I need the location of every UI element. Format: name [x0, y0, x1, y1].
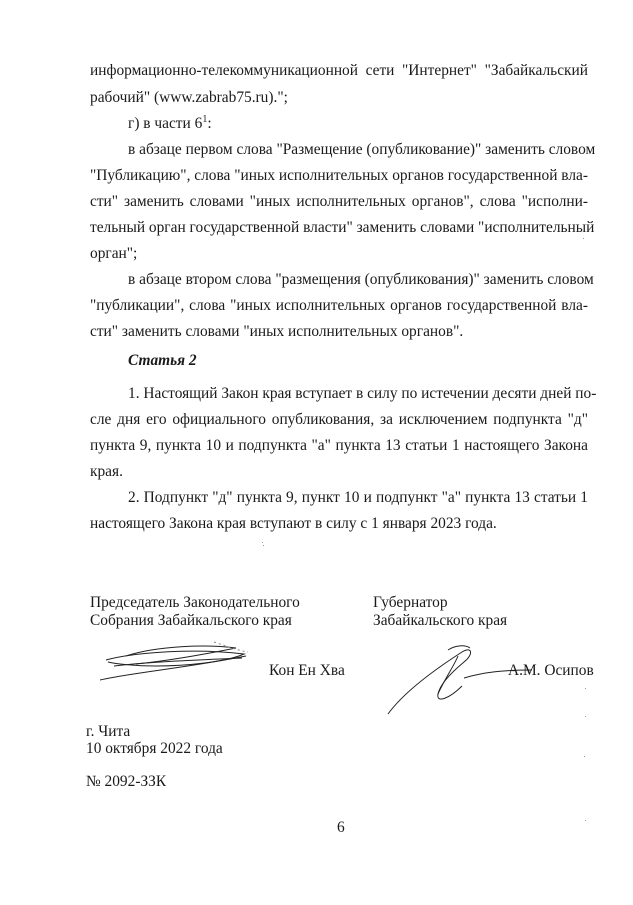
text-line-9: в абзаце втором слова "размещения (опубликования)" заменить словом — [128, 271, 594, 288]
scan-speck — [585, 820, 586, 821]
subpoint-g-superscript: 1 — [202, 113, 208, 125]
article-p2-line-2: настоящего Закона края вступают в силу с 1 января 2023 года. — [90, 515, 497, 532]
text-line-2: рабочий" (www.zabrab75.ru)."; — [90, 89, 288, 106]
left-signatory-title-2: Собрания Забайкальского края — [90, 612, 292, 629]
right-signatory-title-2: Забайкальского края — [373, 612, 508, 629]
right-signatory-name: А.М. Осипов — [508, 662, 594, 679]
text-line-8: орган"; — [90, 245, 138, 262]
text-line-4: в абзаце первом слова "Размещение (опубликование)" заменить словом — [128, 141, 596, 158]
scan-speck — [583, 238, 584, 239]
article-p1-line-3: пункта 9, пункта 10 и подпункта "а" пункта 13 статьи 1 настоящего Закона — [90, 437, 588, 454]
article-heading: Статья 2 — [128, 352, 197, 369]
subpoint-g — [128, 114, 212, 134]
left-handwritten-signature — [96, 636, 256, 701]
page-number: 6 — [337, 819, 345, 836]
text-line-7: тельный орган государственной власти" заменить словами "исполнительный — [90, 219, 595, 236]
signing-date: 10 октября 2022 года — [86, 740, 223, 757]
right-signatory-title-1: Губернатор — [373, 594, 448, 611]
scan-speck — [262, 542, 263, 543]
left-signatory-name: Кон Ен Хва — [269, 662, 345, 679]
text-line-10: "публикации", слова "иных исполнительных органов государственной вла- — [90, 297, 588, 314]
text-line-5: "Публикацию", слова "иных исполнительных органов государственной вла- — [90, 167, 589, 184]
article-p1-line-2: сле дня его официального опубликования, за исключением подпункта "д" — [90, 411, 588, 428]
left-signatory-title-1: Председатель Законодательного — [90, 594, 300, 611]
city: г. Чита — [86, 723, 131, 740]
scan-speck — [584, 756, 585, 757]
subpoint-g-colon: : — [207, 115, 212, 132]
scan-speck — [585, 688, 586, 689]
right-handwritten-signature — [384, 640, 534, 725]
text-line-6: сти" заменить словами "иных исполнительных органов", слова "исполни- — [90, 193, 588, 210]
subpoint-g-text: г) в части 6 — [128, 115, 203, 132]
article-p1-line-4: края. — [90, 463, 123, 480]
text-line-11: сти" заменить словами "иных исполнительных органов". — [90, 323, 464, 340]
article-p2-line-1: 2. Подпункт "д" пункта 9, пункт 10 и подпункт "а" пункта 13 статьи 1 — [128, 489, 588, 506]
scan-speck — [585, 716, 586, 717]
article-p1-line-1: 1. Настоящий Закон края вступает в силу по истечении десяти дней по- — [128, 385, 597, 402]
text-line-1: информационно-телекоммуникационной сети "Интернет" "Забайкальский — [90, 62, 588, 79]
law-number: № 2092-ЗЗК — [86, 773, 167, 790]
scan-speck — [263, 545, 264, 546]
